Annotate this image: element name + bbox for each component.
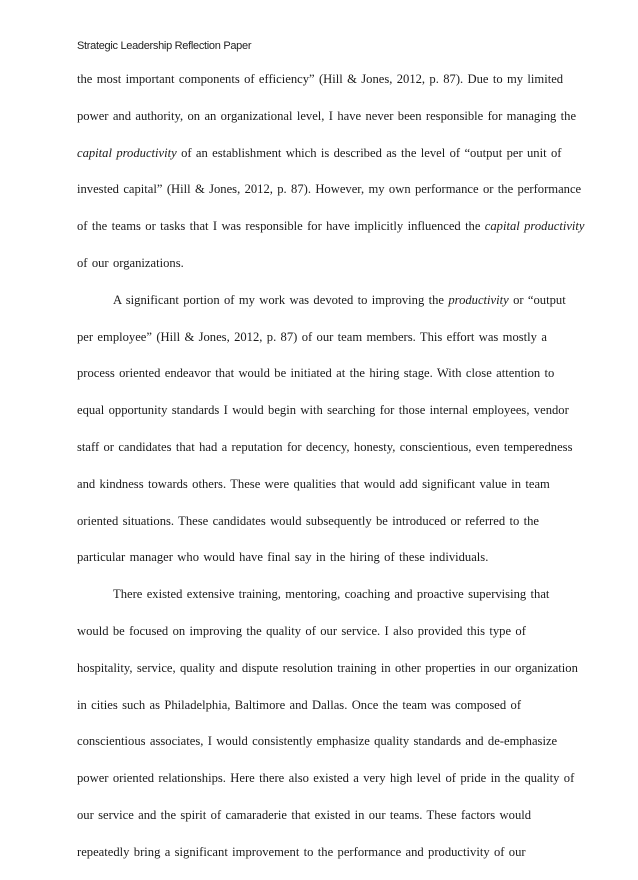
text-run: conscientious associates, I would consistently emphasize quality standards and de-emphasize (77, 734, 558, 749)
text-run: in cities such as Philadelphia, Baltimore and Dallas. Once the team was composed of (77, 697, 522, 712)
text-run: oriented situations. These candidates would subsequently be introduced or referred to the (77, 513, 540, 528)
text-run: staff or candidates that had a reputation for decency, honesty, conscientious, even temperedness (77, 439, 573, 454)
text-line (77, 548, 573, 585)
text-run: There existed extensive training, mentoring, coaching and proactive supervising that (113, 587, 550, 602)
italic-term: productivity (448, 292, 509, 307)
text-run: particular manager who would have final say in the hiring of these individuals. (77, 550, 489, 565)
text-run: or “output (508, 292, 566, 307)
text-line (77, 732, 573, 769)
text-run: power and authority, on an organizational level, I have never been responsible for managing the (77, 108, 577, 123)
text-run: hospitality, service, quality and dispute resolution training in other properties in our organization (77, 660, 578, 675)
text-line (77, 144, 573, 181)
text-line (77, 364, 573, 401)
text-line (77, 217, 585, 254)
text-run: power oriented relationships. Here there also existed a very high level of pride in the quality of (77, 771, 575, 786)
text-run: A significant portion of my work was devoted to improving the (113, 292, 449, 307)
text-run: of the teams or tasks that I was responsible for have implicitly influenced the (77, 219, 485, 234)
text-line (77, 180, 582, 217)
text-run: equal opportunity standards I would begin with searching for those internal employees, vendor (77, 403, 569, 418)
text-run: invested capital” (Hill & Jones, 2012, p. 87). However, my own performance or the performance (77, 182, 582, 197)
text-run: would be focused on improving the quality of our service. I also provided this type of (77, 623, 526, 638)
text-line (77, 438, 573, 475)
text-run: of our organizations. (77, 255, 184, 270)
text-line (77, 622, 573, 659)
text-line (77, 585, 573, 622)
italic-term: capital productivity (484, 219, 585, 234)
text-line (77, 291, 573, 328)
text-run: process oriented endeavor that would be initiated at the hiring stage. With close attention to (77, 366, 555, 381)
text-line (77, 659, 578, 696)
text-run: per employee” (Hill & Jones, 2012, p. 87) of our team members. This effort was mostly a (77, 329, 547, 344)
text-run: the most important components of efficiency” (Hill & Jones, 2012, p. 87). Due to my limited (77, 72, 564, 86)
text-line (77, 70, 573, 107)
text-line (77, 107, 577, 144)
text-run: of an establishment which is described as the level of “output per unit of (176, 145, 562, 160)
body-text (77, 70, 585, 880)
text-line (77, 843, 573, 880)
text-line (77, 254, 573, 291)
text-line (77, 401, 573, 438)
text-line (77, 696, 573, 733)
text-run: our service and the spirit of camaraderie that existed in our teams. These factors would (77, 807, 532, 822)
text-line (77, 769, 573, 806)
running-head: Strategic Leadership Reflection Paper (77, 40, 252, 52)
text-line (77, 806, 573, 843)
text-line (77, 475, 573, 512)
text-line (77, 512, 573, 549)
text-line (77, 328, 573, 365)
text-run: and kindness towards others. These were qualities that would add significant value in team (77, 476, 550, 491)
text-run: repeatedly bring a significant improvement to the performance and productivity of our (77, 844, 526, 859)
italic-term: capital productivity (77, 145, 177, 160)
